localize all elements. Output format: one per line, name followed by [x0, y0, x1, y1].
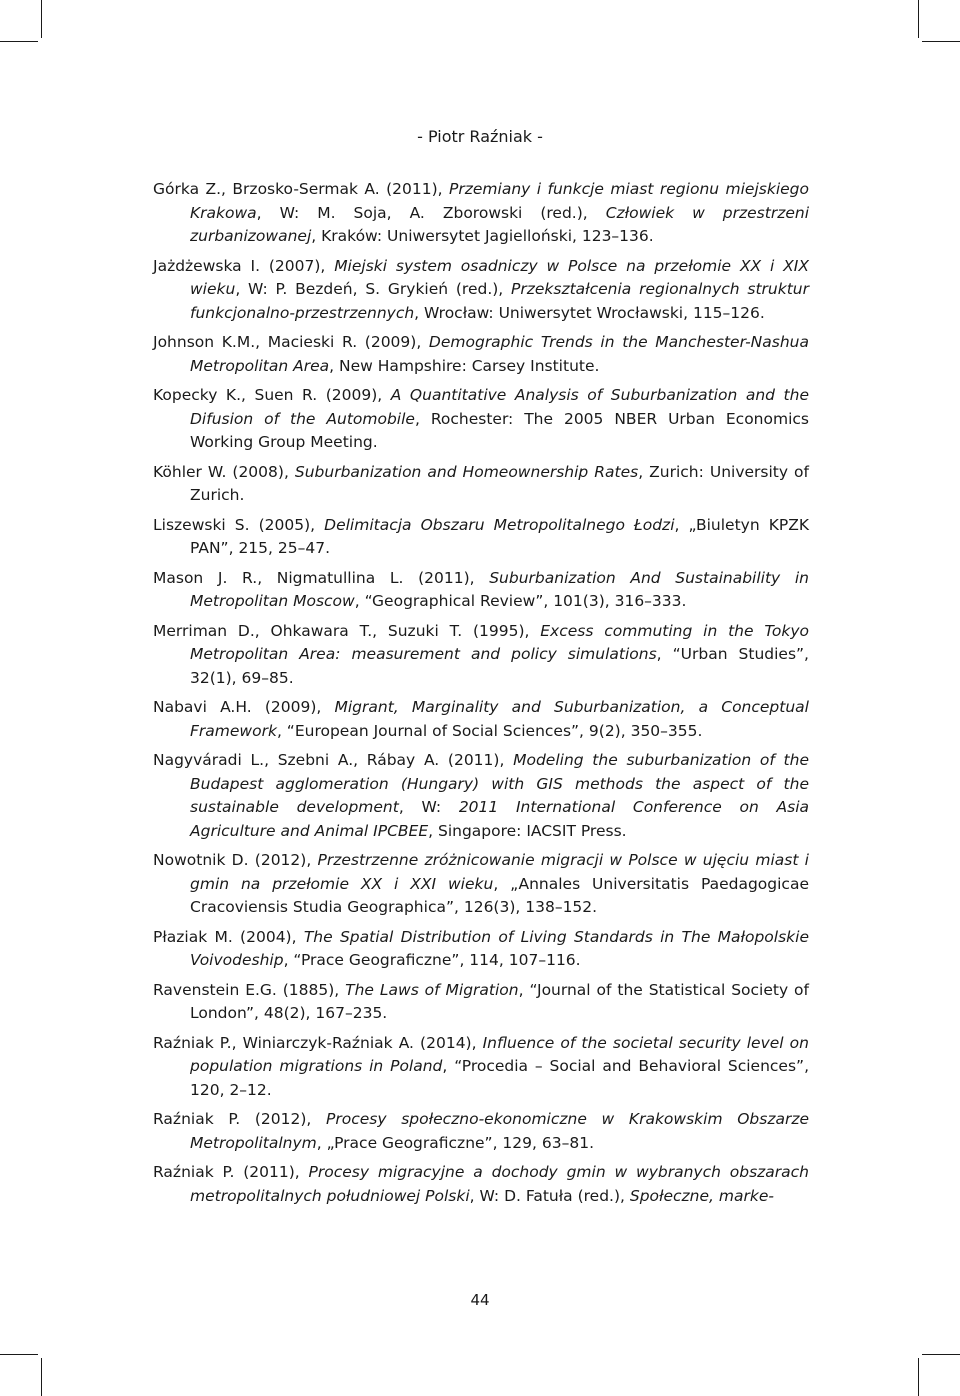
- reference-entry: [153, 1108, 809, 1155]
- reference-text: , W:: [398, 798, 459, 816]
- reference-entry: [153, 979, 809, 1026]
- reference-text: Jażdżewska I. (2007),: [153, 256, 335, 275]
- reference-text: Köhler W. (2008),: [153, 462, 295, 481]
- reference-title: Procesy migracyjne a dochody gmin w wybranych obszarach metropolitalnych południowej Polski: [190, 1163, 810, 1205]
- reference-text: Mason J. R., Nigmatullina L. (2011),: [153, 568, 490, 587]
- reference-text: , Kraków: Uniwersytet Jagielloński, 123–136.: [311, 227, 654, 245]
- reference-text: Merriman D., Ohkawara T., Suzuki T. (1995),: [153, 621, 541, 640]
- reference-title: Miejski system osadniczy w Polsce na przełomie XX i XIX wieku: [190, 256, 809, 298]
- reference-title: Społeczne, marke-: [629, 1186, 774, 1205]
- reference-text: Raźniak P. (2011),: [153, 1163, 309, 1181]
- reference-text: Raźniak P., Winiarczyk-Raźniak A. (2014),: [153, 1033, 483, 1052]
- reference-text: , Zurich: University of Zurich.: [190, 462, 809, 504]
- crop-mark-top-left-horizontal: [0, 41, 38, 42]
- reference-text: Ravenstein E.G. (1885),: [153, 980, 346, 999]
- reference-title: 2011 International Conference on Asia Agriculture and Animal IPCBEE: [190, 798, 809, 840]
- page-number: 44: [470, 1291, 490, 1309]
- reference-text: , „Biuletyn KPZK PAN”, 215, 25–47.: [190, 515, 810, 557]
- reference-entry: [153, 696, 809, 743]
- crop-mark-top-left-vertical: [41, 0, 42, 38]
- reference-entry: [153, 1161, 809, 1208]
- reference-text: , Wrocław: Uniwersytet Wrocławski, 115–126.: [414, 303, 765, 322]
- reference-entry: [153, 178, 809, 249]
- reference-title: A Quantitative Analysis of Suburbanization and the Difusion of the Automobile: [190, 386, 809, 428]
- reference-text: , “European Journal of Social Sciences”, 9(2), 350–355.: [276, 721, 703, 740]
- reference-text: Nowotnik D. (2012),: [153, 851, 318, 869]
- reference-title: Demographic Trends in the Manchester-Nashua Metropolitan Area: [190, 333, 809, 375]
- crop-mark-top-right-horizontal: [922, 41, 960, 42]
- reference-title: Suburbanization and Homeownership Rates: [294, 462, 639, 481]
- reference-title: Przemiany i funkcje miast regionu miejskiego Krakowa: [190, 180, 809, 222]
- reference-entry: [153, 567, 809, 614]
- reference-entry: [153, 255, 809, 326]
- reference-text: Płaziak M. (2004),: [153, 927, 304, 946]
- reference-entry: [153, 620, 809, 691]
- crop-mark-bottom-right-horizontal: [922, 1354, 960, 1355]
- reference-title: Procesy społeczno-ekonomiczne w Krakowskim Obszarze Metropolitalnym: [190, 1110, 810, 1152]
- reference-entry: [153, 849, 809, 920]
- reference-text: Kopecky K., Suen R. (2009),: [153, 386, 391, 404]
- reference-text: , “Urban Studies”, 32(1), 69–85.: [190, 645, 809, 687]
- crop-mark-bottom-left-horizontal: [0, 1354, 38, 1355]
- reference-title: Modeling the suburbanization of the Budapest agglomeration (Hungary) with GIS methods the aspect of the sustainable development: [190, 751, 809, 816]
- reference-entry: [153, 331, 809, 378]
- crop-mark-bottom-left-vertical: [41, 1358, 42, 1396]
- reference-text: Nagyváradi L., Szebni A., Rábay A. (2011),: [153, 751, 514, 769]
- running-header: - Piotr Raźniak -: [417, 127, 543, 146]
- reference-text: , W: D. Fatuła (red.),: [469, 1186, 630, 1205]
- reference-text: , „Annales Universitatis Paedagogicae Cracoviensis Studia Geographica”, 126(3), 138–152.: [190, 874, 809, 916]
- reference-text: , “Geographical Review”, 101(3), 316–333.: [354, 592, 687, 610]
- reference-text: Johnson K.M., Macieski R. (2009),: [153, 333, 429, 351]
- reference-text: , “Procedia – Social and Behavioral Sciences”, 120, 2–12.: [190, 1057, 810, 1099]
- reference-text: , Rochester: The 2005 NBER Urban Economics Working Group Meeting.: [190, 409, 809, 451]
- reference-title: Człowiek w przestrzeni zurbanizowanej: [190, 203, 809, 245]
- reference-entry: [153, 926, 809, 973]
- reference-list: [153, 178, 809, 1214]
- reference-text: , New Hampshire: Carsey Institute.: [329, 356, 600, 375]
- reference-title: Przekształcenia regionalnych struktur funkcjonalno-przestrzennych: [190, 280, 809, 322]
- reference-entry: [153, 461, 809, 508]
- reference-entry: [153, 514, 809, 561]
- reference-text: Raźniak P. (2012),: [153, 1110, 327, 1128]
- reference-title: The Laws of Migration: [345, 980, 519, 999]
- reference-text: , Singapore: IACSIT Press.: [428, 821, 627, 840]
- reference-entry: [153, 749, 809, 843]
- reference-text: Nabavi A.H. (2009),: [153, 698, 335, 716]
- reference-text: Liszewski S. (2005),: [153, 515, 325, 534]
- crop-mark-bottom-right-vertical: [918, 1358, 919, 1396]
- reference-entry: [153, 384, 809, 455]
- reference-text: , W: M. Soja, A. Zborowski (red.),: [256, 203, 606, 222]
- reference-text: , “Prace Geograficzne”, 114, 107–116.: [283, 951, 581, 969]
- reference-text: , W: P. Bezdeń, S. Grykień (red.),: [235, 280, 512, 298]
- reference-title: Migrant, Marginality and Suburbanization, a Conceptual Framework: [190, 698, 809, 740]
- reference-title: Suburbanization And Sustainability in Metropolitan Moscow: [190, 568, 809, 610]
- reference-text: Górka Z., Brzosko-Sermak A. (2011),: [153, 180, 450, 198]
- reference-title: Przestrzenne zróżnicowanie migracji w Polsce w ujęciu miast i gmin na przełomie XX i XXI wieku: [190, 851, 809, 893]
- reference-title: The Spatial Distribution of Living Standards in The Małopolskie Voivodeship: [190, 927, 809, 969]
- reference-text: , “Journal of the Statistical Society of London”, 48(2), 167–235.: [190, 980, 809, 1022]
- reference-title: Influence of the societal security level on population migrations in Poland: [190, 1033, 809, 1075]
- reference-title: Delimitacja Obszaru Metropolitalnego Łodzi: [324, 515, 675, 534]
- reference-title: Excess commuting in the Tokyo Metropolitan Area: measurement and policy simulations: [190, 621, 809, 663]
- crop-mark-top-right-vertical: [918, 0, 919, 38]
- reference-text: , „Prace Geograficzne”, 129, 63–81.: [316, 1133, 594, 1152]
- reference-entry: [153, 1032, 809, 1103]
